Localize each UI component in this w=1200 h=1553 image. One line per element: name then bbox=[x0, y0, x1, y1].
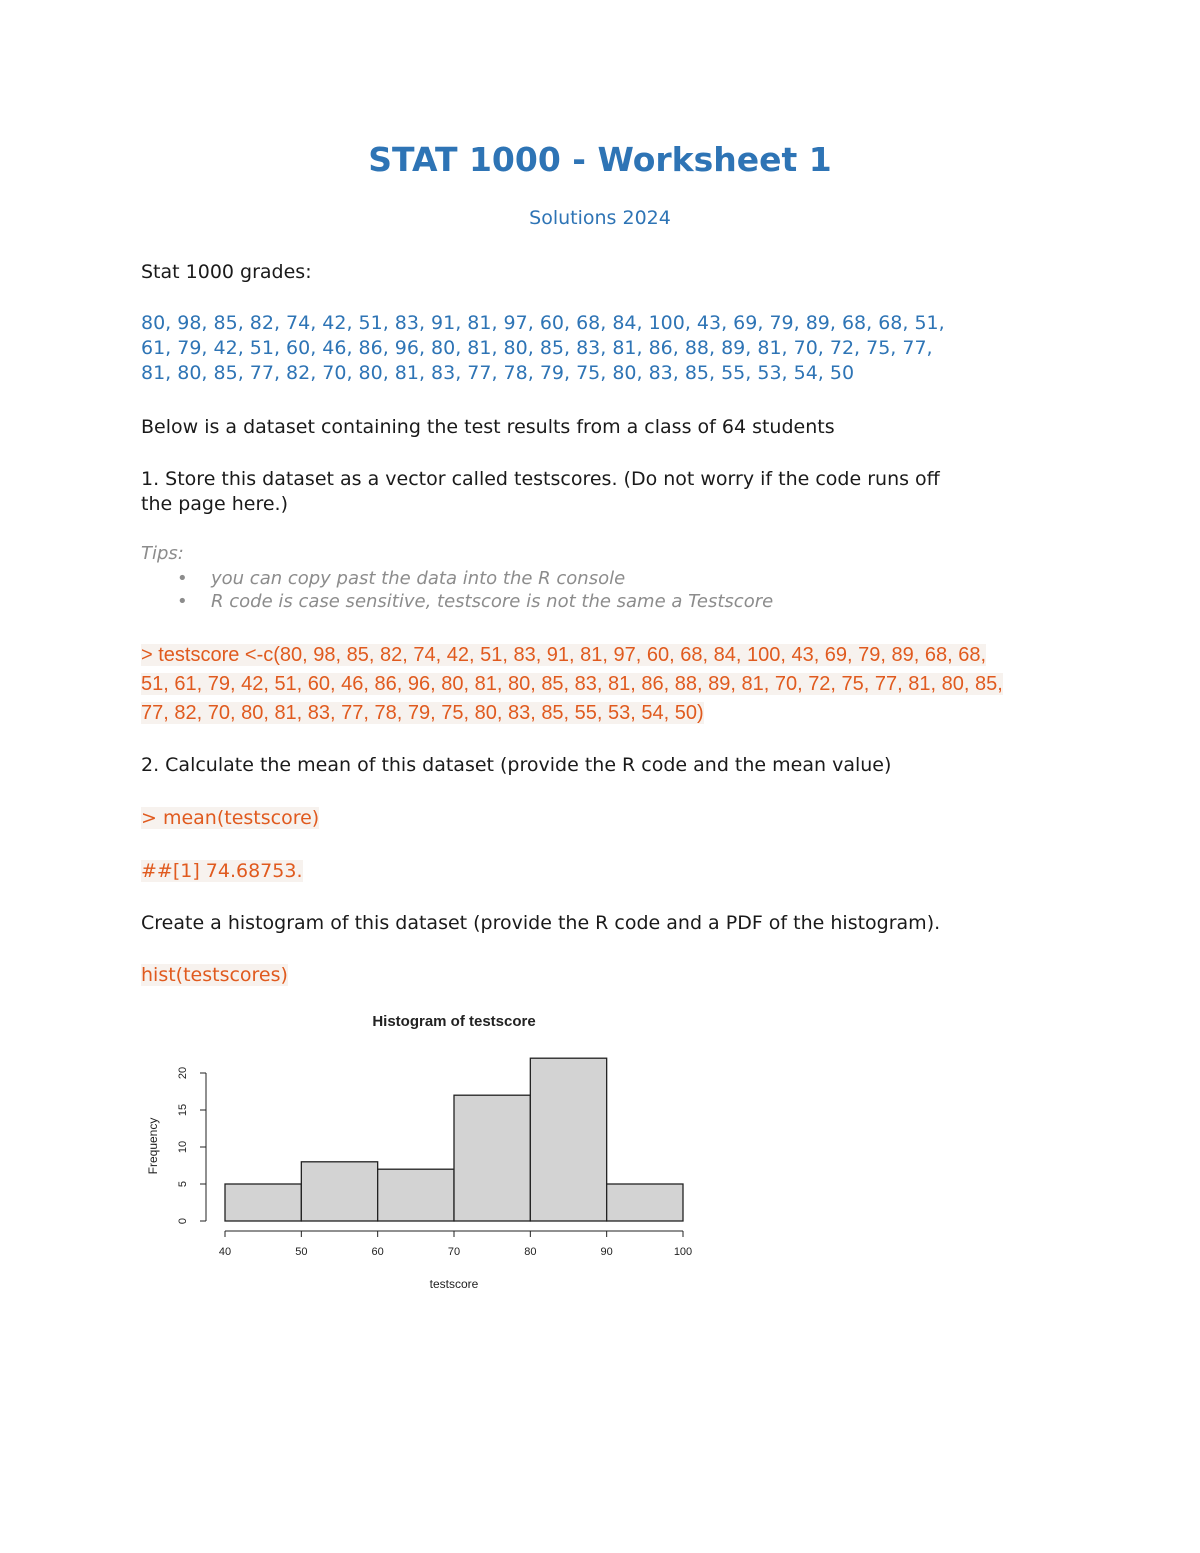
page-title: STAT 1000 - Worksheet 1 bbox=[368, 140, 832, 179]
tip-text: you can copy past the data into the R console bbox=[211, 568, 626, 589]
tips-label: Tips: bbox=[141, 543, 184, 564]
r-code-mean: > mean(testscore) bbox=[141, 807, 320, 829]
histogram-chart bbox=[140, 1005, 720, 1305]
code-line-3: 77, 82, 70, 80, 81, 83, 77, 78, 79, 75, 80, 83, 85, 55, 53, 54, 50) bbox=[141, 702, 704, 724]
histogram-bar bbox=[301, 1162, 377, 1221]
code-line-2: 51, 61, 79, 42, 51, 60, 46, 86, 96, 80, 81, 80, 85, 83, 81, 86, 88, 89, 81, 70, 72, 75, 77, 81, 80, 85, bbox=[141, 673, 1003, 695]
question-1-line-1: 1. Store this dataset as a vector called testscores. (Do not worry if the code runs off bbox=[141, 468, 940, 490]
x-tick-label: 90 bbox=[600, 1246, 613, 1258]
y-tick-label: 5 bbox=[177, 1180, 189, 1188]
x-tick-label: 70 bbox=[447, 1246, 461, 1258]
tip-item bbox=[141, 567, 773, 590]
question-2: 2. Calculate the mean of this dataset (provide the R code and the mean value) bbox=[141, 754, 892, 776]
r-code-testscore-vector bbox=[141, 641, 1051, 728]
histogram-bar bbox=[530, 1058, 606, 1221]
x-axis-label: testscore bbox=[429, 1277, 479, 1291]
grades-label: Stat 1000 grades: bbox=[141, 261, 312, 283]
tip-item bbox=[141, 590, 773, 613]
x-tick-label: 80 bbox=[524, 1246, 537, 1258]
y-tick-label: 10 bbox=[177, 1140, 189, 1154]
histogram-bar bbox=[454, 1095, 530, 1221]
intro-text: Below is a dataset containing the test results from a class of 64 students bbox=[141, 416, 835, 438]
grades-line-2: 61, 79, 42, 51, 60, 46, 86, 96, 80, 81, 80, 85, 83, 81, 86, 88, 89, 81, 70, 72, 75, 77, bbox=[141, 337, 933, 359]
chart-title: Histogram of testscore bbox=[372, 1013, 536, 1030]
x-tick-label: 50 bbox=[295, 1246, 308, 1258]
y-axis-label: Frequency bbox=[146, 1117, 160, 1175]
question-1-line-2: the page here.) bbox=[141, 493, 288, 515]
y-tick-label: 15 bbox=[177, 1103, 189, 1117]
x-tick-label: 60 bbox=[371, 1246, 384, 1258]
tip-text: R code is case sensitive, testscore is not the same a Testscore bbox=[211, 591, 774, 612]
bullet-icon: • bbox=[177, 568, 188, 589]
code-line-1: > testscore <-c(80, 98, 85, 82, 74, 42, 51, 83, 91, 81, 97, 60, 68, 84, 100, 43, 69, 79, 89, 68, 68, bbox=[141, 644, 987, 666]
y-tick-label: 20 bbox=[177, 1066, 189, 1080]
grades-line-1: 80, 98, 85, 82, 74, 42, 51, 83, 91, 81, 97, 60, 68, 84, 100, 43, 69, 79, 89, 68, 68, 51, bbox=[141, 312, 945, 334]
r-output-mean: ##[1] 74.68753. bbox=[141, 860, 303, 882]
r-code-hist: hist(testscores) bbox=[141, 964, 288, 986]
histogram-bar bbox=[225, 1184, 301, 1221]
x-tick-label: 100 bbox=[673, 1246, 693, 1258]
histogram-bar bbox=[607, 1184, 683, 1221]
tips-list bbox=[141, 567, 773, 613]
bullet-icon: • bbox=[177, 591, 188, 612]
grades-line-3: 81, 80, 85, 77, 82, 70, 80, 81, 83, 77, 78, 79, 75, 80, 83, 85, 55, 53, 54, 50 bbox=[141, 362, 855, 384]
page-subtitle: Solutions 2024 bbox=[529, 207, 671, 229]
y-tick-label: 0 bbox=[177, 1217, 189, 1225]
x-tick-label: 40 bbox=[218, 1246, 232, 1258]
histogram-bar bbox=[378, 1169, 454, 1221]
question-3: Create a histogram of this dataset (provide the R code and a PDF of the histogram). bbox=[141, 912, 941, 934]
